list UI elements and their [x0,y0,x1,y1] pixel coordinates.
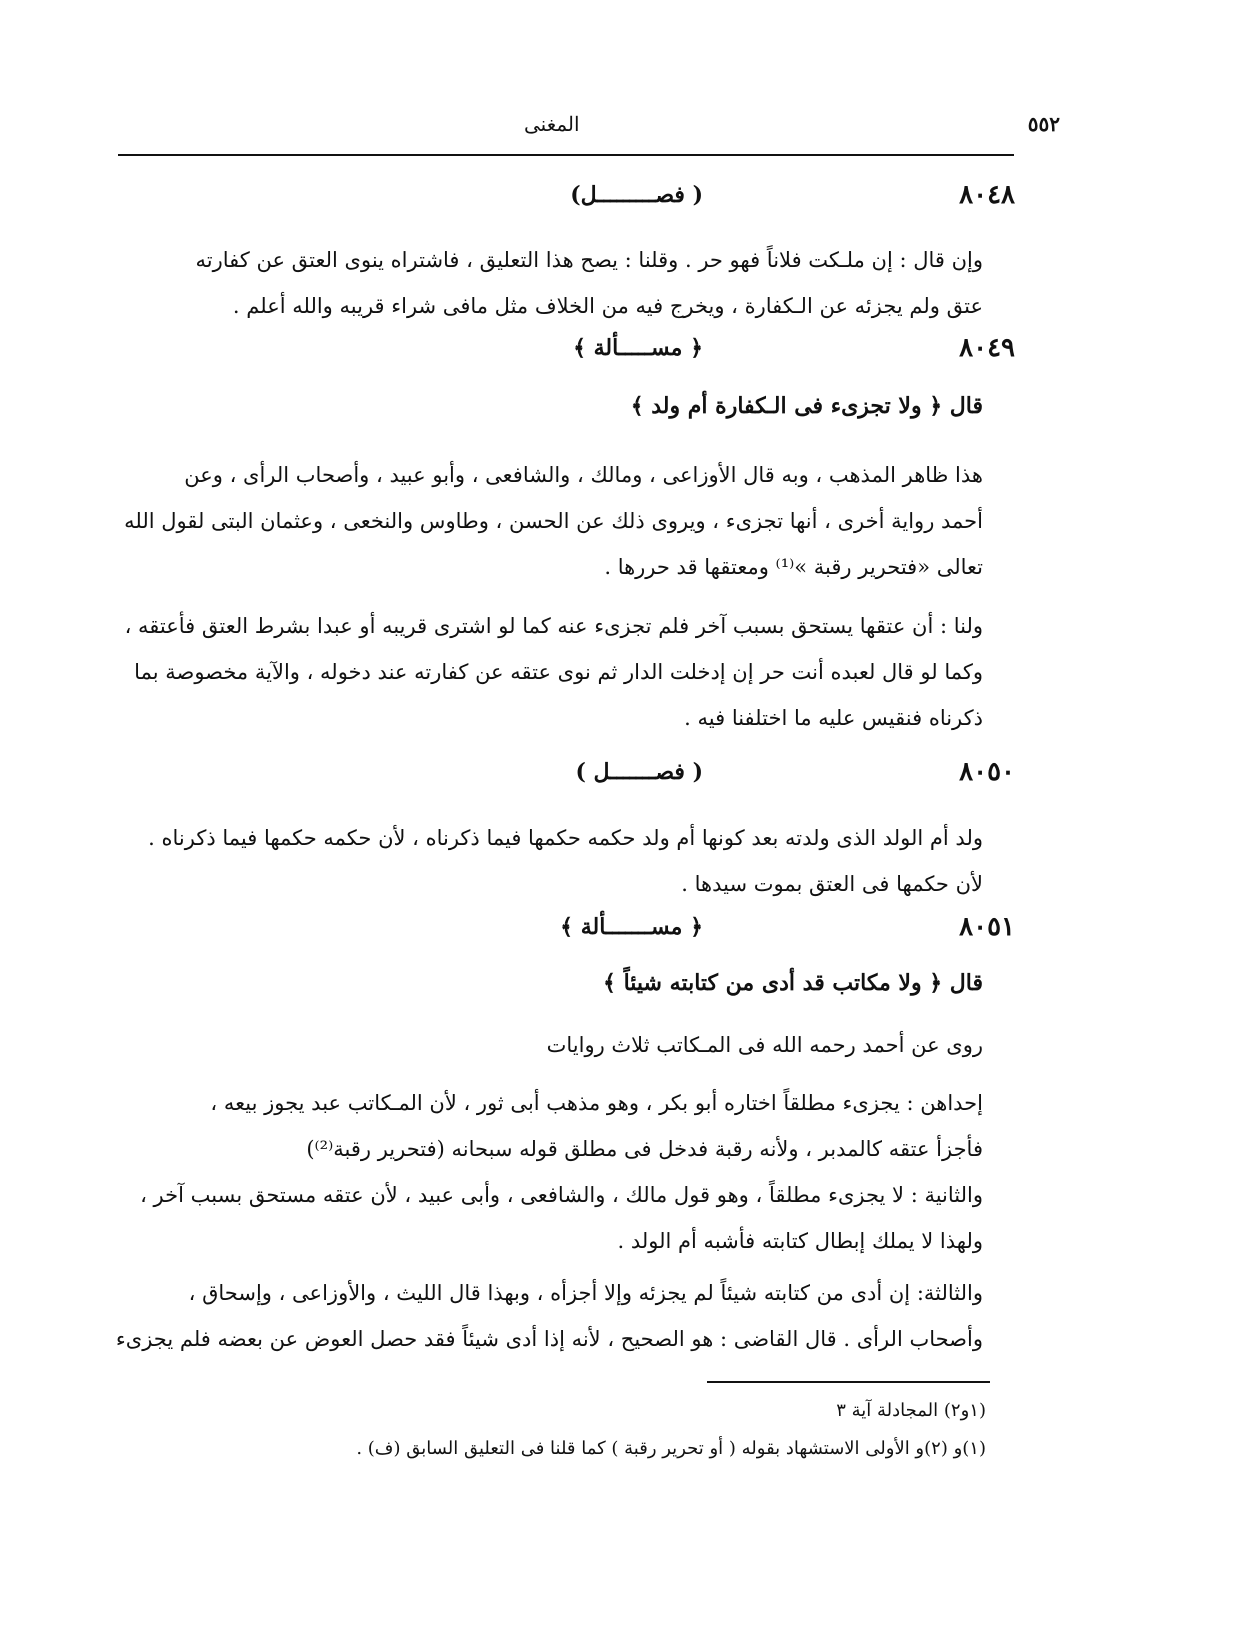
matn-quote: قال ﴿ ولا مكاتب قد أدى من كتابته شيئاً ﴾ [603,970,983,996]
text-line: ولد أم الولد الذى ولدته بعد كونها أم ولد حكمه حكمها فيما ذكرناه ، لأن حكمه حكمها فيما ذكرناه . [148,826,983,850]
text-line: أحمد رواية أخرى ، أنها تجزىء ، ويروى ذلك عن الحسن ، وطاوس والنخعى ، وعثمان البتى لقول الله [124,509,983,533]
text-line: وكما لو قال لعبده أنت حر إن إدخلت الدار ثم نوى عتقه عن كفارته عند دخوله ، والآية مخصوصة بما [134,660,983,684]
text-line: والثالثة: إن أدى من كتابته شيئاً لم يجزئه وإلا أجزأه ، وبهذا قال الليث ، والأوزاعى ، وإسحاق ، [188,1281,983,1305]
text-line: والثانية : لا يجزىء مطلقاً ، وهو قول مالك ، والشافعى ، وأبى عبيد ، لأن عتقه مستحق بسبب آخر ، [140,1183,983,1207]
paragraph [210,1080,983,1172]
paragraph [228,1022,983,1068]
text-line: فأجزأ عتقه كالمدبر ، ولأنه رقبة فدخل فى مطلق قوله سبحانه (فتحرير رقبة⁽²⁾) [306,1137,983,1161]
text-line: ذكرناه فنقيس عليه ما اختلفنا فيه . [684,706,983,730]
paragraph [124,603,983,741]
section-label: ﴿ مســـــــألة ﴾ [560,914,703,940]
text-line: إحداهن : يجزىء مطلقاً اختاره أبو بكر ، وهو مذهب أبى ثور ، لأن المـكاتب عبد يجوز بيعه ، [210,1091,983,1115]
paragraph [140,1172,983,1264]
text-line: وإن قال : إن ملـكت فلاناً فهو حر . وقلنا : يصح هذا التعليق ، فاشتراه ينوى العتق عن كفارته [195,248,983,272]
header-rule [118,154,1014,156]
page-header [118,106,1130,146]
text-line: روى عن أحمد رحمه الله فى المـكاتب ثلاث روايات [546,1033,983,1057]
running-title: المغنى [524,112,580,136]
footnote-rule [707,1381,990,1383]
section-number: ٨٠٤٩ [959,333,1015,363]
text-line: هذا ظاهر المذهب ، وبه قال الأوزاعى ، ومالك ، والشافعى ، وأبو عبيد ، وأصحاب الرأى ، وعن [184,463,983,487]
paragraph [115,1270,983,1362]
section-number: ٨٠٥١ [959,912,1015,942]
paragraph [124,452,983,590]
text-line: ولهذا لا يملك إبطال كتابته فأشبه أم الولد . [617,1229,983,1253]
section-label: ( فصـــــــــل) [570,182,703,208]
text-line: ولنا : أن عتقها يستحق بسبب آخر فلم تجزىء عنه كما لو اشترى قريبه أو عبدا بشرط العتق فأعتقه ، [124,614,983,638]
section-number: ٨٠٥٠ [959,757,1015,787]
section-number: ٨٠٤٨ [959,180,1015,210]
matn-quote: قال ﴿ ولا تجزىء فى الـكفارة أم ولد ﴾ [630,393,983,419]
page-number: ٥٥٢ [1027,112,1060,136]
paragraph [148,815,983,907]
text-line: وأصحاب الرأى . قال القاضى : هو الصحيح ، لأنه إذا أدى شيئاً فقد حصل العوض عن بعضه فلم يجزىء [115,1327,983,1351]
section-label: ( فصـــــــل ) [575,759,703,785]
section-heading [225,757,1015,797]
footnote: (١)و (٢)و الأولى الاستشهاد بقوله ( أو تحرير رقبة ) كما قلنا فى التعليق السابق (ف) . [356,1438,986,1459]
section-heading [225,912,1015,952]
section-heading [225,180,1015,220]
text-line: عتق ولم يجزئه عن الـكفارة ، ويخرج فيه من الخلاف مثل مافى شراء قريبه والله أعلم . [232,294,983,318]
footnotes [231,1392,986,1468]
section-label: ﴿ مســـــألة ﴾ [573,335,703,361]
paragraph [195,237,983,329]
text-line: تعالى «فتحرير رقبة »⁽¹⁾ ومعتقها قد حررها . [604,555,983,579]
footnote: (١و٢) المجادلة آية ٣ [836,1400,986,1421]
section-heading [225,333,1015,373]
text-line: لأن حكمها فى العتق بموت سيدها . [681,872,983,896]
